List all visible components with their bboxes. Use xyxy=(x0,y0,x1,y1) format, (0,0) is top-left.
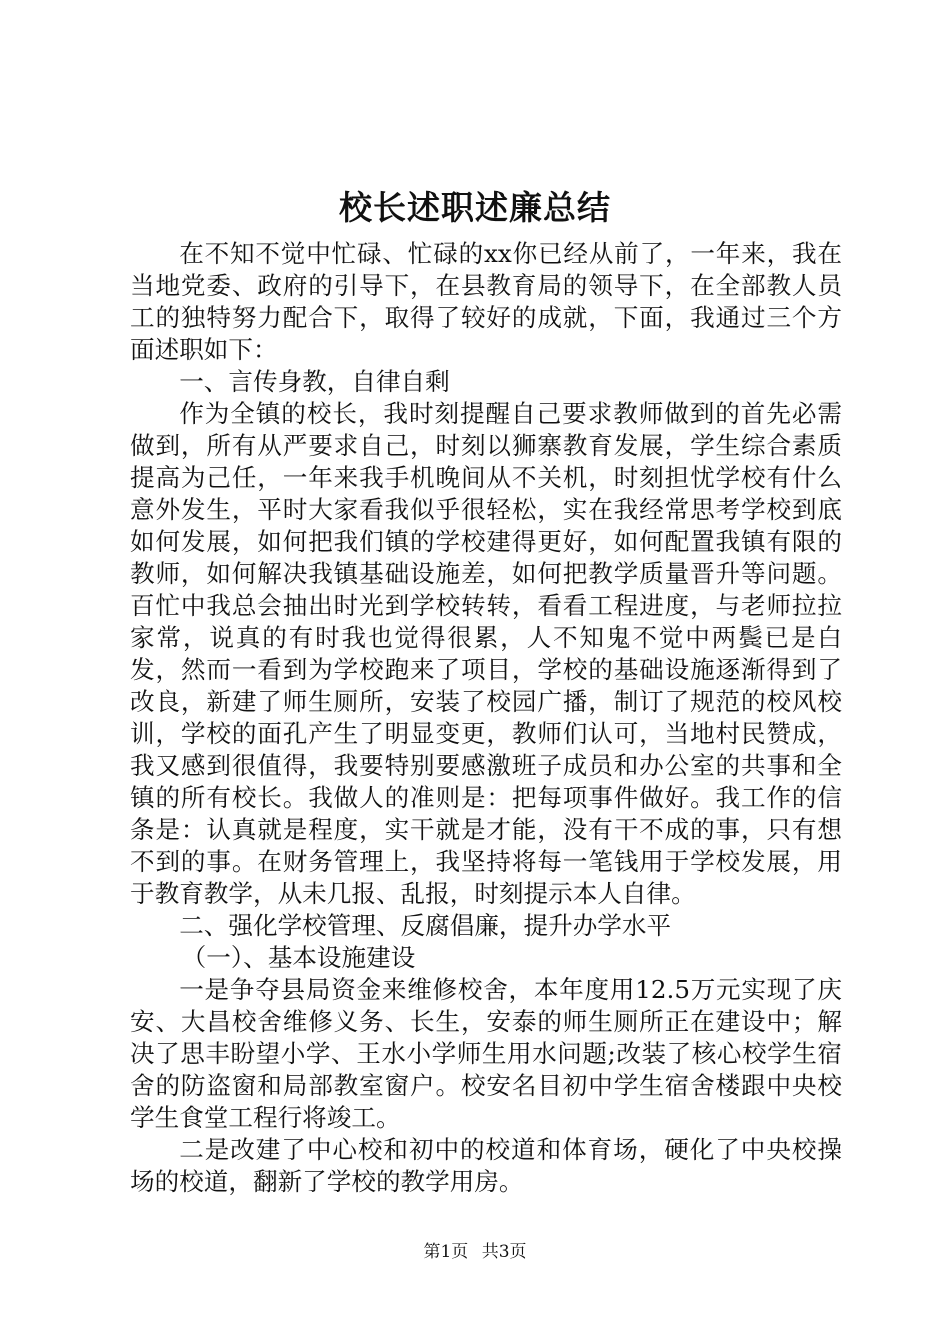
paragraph-item-1: 一是争夺县局资金来维修校舍，本年度用12.5万元实现了庆安、大昌校舍维修义务、长生，安泰的师生厕所正在建设中；解决了思丰盼望小学、王水小学师生用水问题;改装了核心校学生宿舍的防盗窗和局部教室窗户。校安名目初中学生宿舍楼跟中央校学生食堂工程行将竣工。 xyxy=(130,975,842,1132)
section-heading-2: 二、强化学校管理、反腐倡廉，提升办学水平 xyxy=(179,911,672,940)
paragraph-item-2: 二是改建了中心校和初中的校道和体育场，硬化了中央校操场的校道，翻新了学校的教学用房。 xyxy=(130,1135,842,1196)
page-footer xyxy=(0,1240,950,1264)
page-total: 共3页 xyxy=(481,1242,527,1262)
paragraph-section-1: 作为全镇的校长，我时刻提醒自己要求教师做到的首先必需做到，所有从严要求自己，时刻以狮寨教育发展，学生综合素质提高为己任，一年来我手机晚间从不关机，时刻担忧学校有什么意外发生，平时大家看我似乎很轻松，实在我经常思考学校到底如何发展，如何把我们镇的学校建得更好，如何配置我镇有限的教师，如何解决我镇基础设施差，如何把教学质量晋升等问题。百忙中我总会抽出时光到学校转转，看看工程进度，与老师拉拉家常，说真的有时我也觉得很累，人不知鬼不觉中两鬓已是白发，然而一看到为学校跑来了项目，学校的基础设施逐渐得到了改良，新建了师生厕所，安装了校园广播，制订了规范的校风校训，学校的面孔产生了明显变更，教师们认可，当地村民赞成，我又感到很值得，我要特别要感激班子成员和办公室的共事和全镇的所有校长。我做人的准则是：把每项事件做好。我工作的信条是：认真就是程度，实干就是才能，没有干不成的事，只有想不到的事。在财务管理上，我坚持将每一笔钱用于学校发展，用于教育教学，从未几报、乱报，时刻提示本人自律。 xyxy=(130,399,842,908)
document-body xyxy=(130,238,842,1198)
section-heading-1: 一、言传身教，自律自剩 xyxy=(179,367,450,396)
page-number: 第1页 xyxy=(423,1242,469,1262)
paragraph-intro: 在不知不觉中忙碌、忙碌的xx你已经从前了，一年来，我在当地党委、政府的引导下，在县教育局的领导下，在全部教人员工的独特努力配合下，取得了较好的成就，下面，我通过三个方面述职如下： xyxy=(130,239,842,364)
document-title: 校长述职述廉总结 xyxy=(339,188,611,227)
subsection-heading-1: （一）、基本设施建设 xyxy=(181,943,416,972)
